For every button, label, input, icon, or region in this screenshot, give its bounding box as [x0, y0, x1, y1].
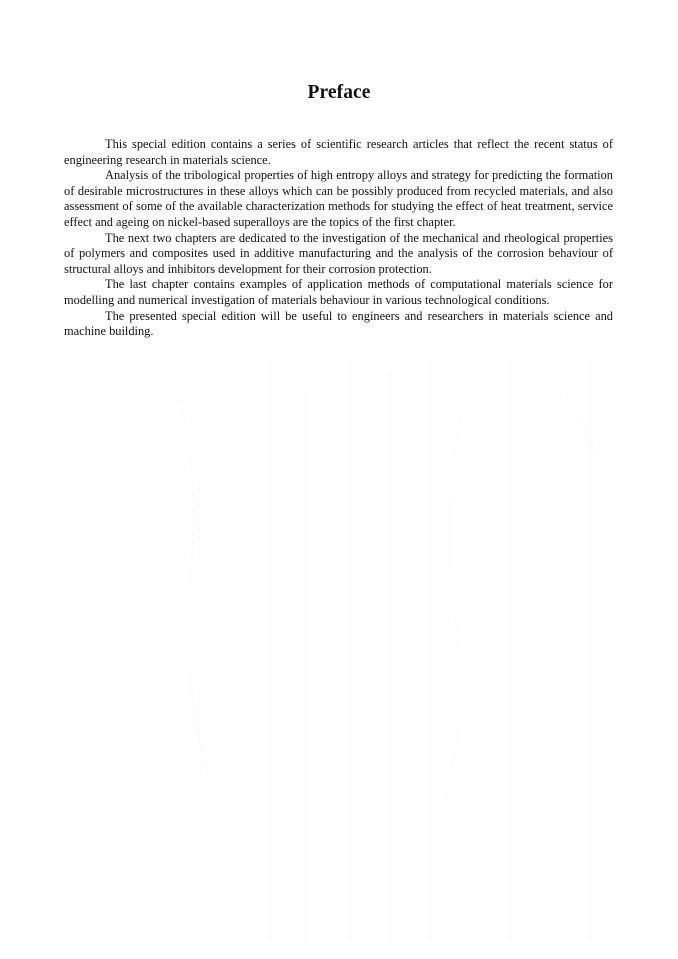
page-title: Preface: [307, 82, 371, 103]
background-watermark: [60, 360, 620, 940]
paragraph: The presented special edition will be useful to engineers and researchers in materials science and machine building.: [64, 308, 613, 339]
paragraph: Analysis of the tribological properties of high entropy alloys and strategy for predicting the formation of desirable microstructures in these alloys which can be possibly produced from recycled materials, and also assessment of some of the available characterization methods for studying the effect of heat treatment, service effect and ageing on nickel-based superalloys are the topics of the first chapter.: [64, 168, 613, 229]
paragraph: This special edition contains a series of scientific research articles that reflect the recent status of engineering research in materials science.: [64, 137, 613, 167]
paragraph: The last chapter contains examples of application methods of computational materials science for modelling and numerical investigation of materials behaviour in various technological conditions.: [64, 277, 613, 307]
paragraph: The next two chapters are dedicated to the investigation of the mechanical and rheological properties of polymers and composites used in additive manufacturing and the analysis of the corrosion behaviour of structural alloys and inhibitors development for their corrosion protection.: [64, 230, 613, 276]
preface-body: [64, 137, 613, 340]
